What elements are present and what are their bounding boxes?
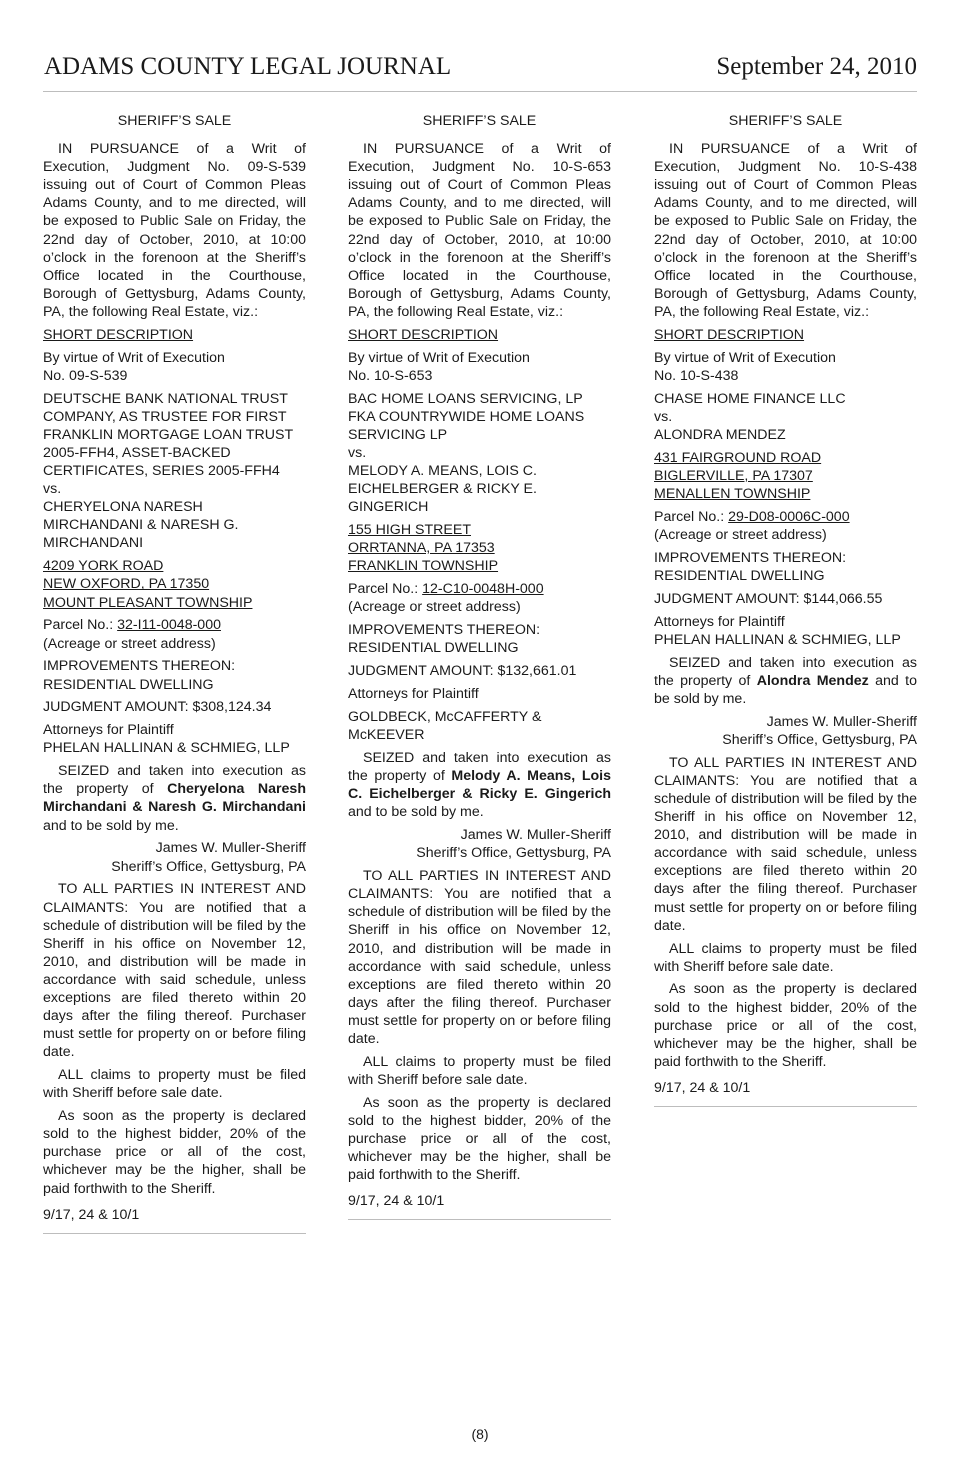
publication-dates: 9/17, 24 & 10/1 <box>654 1079 917 1107</box>
seized-paragraph <box>43 762 306 834</box>
notice-column-3 <box>654 110 917 1107</box>
sheriff-name: James W. Muller-Sheriff <box>460 827 611 844</box>
defendant-name: CHERYELONA NARESH MIRCHANDANI & NARESH G. MIRCHANDANI <box>43 499 239 552</box>
address-street: 4209 YORK ROAD <box>43 558 164 575</box>
improvements-block <box>348 621 611 657</box>
attorneys-name: PHELAN HALLINAN & SCHMIEG, LLP <box>654 631 901 648</box>
bid-paragraph: As soon as the property is declared sold to the highest bidder, 20% of the purchase price or all of the cost, whichever may be the higher, shall be paid forthwith to the Sheriff. <box>654 981 917 1070</box>
improvements-label: IMPROVEMENTS THEREON: <box>654 549 847 566</box>
journal-title: ADAMS COUNTY LEGAL JOURNAL <box>44 53 452 80</box>
notice-title: SHERIFF’S SALE <box>422 113 537 129</box>
pursuance-paragraph: IN PURSUANCE of a Writ of Execution, Judgment No. 10-S-438 issuing out of Court of Common Pleas Adams County, and to me directed, will be exposed to Public Sale on Friday, the 22nd day of October, 2010, at 10:00 o’clock in the forenoon at the Sheriff’s Office located in the Courthouse, Borough of Gettysburg, Adams County, PA, the following Real Estate, viz.: <box>654 141 917 320</box>
publication-dates: 9/17, 24 & 10/1 <box>43 1206 306 1234</box>
page-header <box>43 52 917 92</box>
attorneys-label: Attorneys for Plaintiff <box>348 686 479 703</box>
short-description-heading: SHORT DESCRIPTION <box>43 326 194 343</box>
sheriff-name: James W. Muller-Sheriff <box>155 840 306 857</box>
notice-column-1 <box>43 110 306 1234</box>
seized-text: SEIZED and taken into execution as the property of <box>43 763 306 798</box>
attorneys-block <box>654 613 917 649</box>
seized-owner: Melody A. Means, Lois C. Eichelberger & Ricky E. Gingerich <box>348 768 611 803</box>
sheriff-signature <box>348 826 611 862</box>
parcel-block <box>348 580 611 616</box>
seized-text-end: and to be sold by me. <box>654 672 917 707</box>
acreage-note: (Acreage or street address) <box>654 526 827 543</box>
attorneys-label: Attorneys for Plaintiff <box>654 613 785 630</box>
page-number: (8) <box>471 1426 489 1442</box>
address-city: NEW OXFORD, PA 17350 <box>43 576 210 593</box>
writ-number: No. 10-S-653 <box>348 367 433 384</box>
seized-owner: Cheryelona Naresh Mirchandani & Naresh G. Mirchandani <box>43 781 306 816</box>
seized-text-end: and to be sold by me. <box>43 817 179 834</box>
parcel-block <box>43 616 306 652</box>
improvements-value: RESIDENTIAL DWELLING <box>43 676 214 693</box>
parties-block <box>348 390 611 517</box>
address-city: ORRTANNA, PA 17353 <box>348 540 495 557</box>
parcel-number: 12-C10-0048H-000 <box>422 581 544 598</box>
pursuance-paragraph: IN PURSUANCE of a Writ of Execution, Judgment No. 09-S-539 issuing out of Court of Common Pleas Adams County, and to me directed, will be exposed to Public Sale on Friday, the 22nd day of October, 2010, at 10:00 o’clock in the forenoon at the Sheriff’s Office located in the Courthouse, Borough of Gettysburg, Adams County, PA, the following Real Estate, viz.: <box>43 141 306 320</box>
notice-title: SHERIFF’S SALE <box>728 113 843 129</box>
judgment-amount: JUDGMENT AMOUNT: $132,661.01 <box>348 663 577 680</box>
plaintiff-name: DEUTSCHE BANK NATIONAL TRUST COMPANY, AS TRUSTEE FOR FIRST FRANKLIN MORTGAGE LOAN TRUST 2005-FFH4, ASSET-BACKED CERTIFICATES, SERIES 2005-FFH4 <box>43 390 293 480</box>
sheriff-office: Sheriff’s Office, Gettysburg, PA <box>416 845 611 862</box>
writ-line: By virtue of Writ of Execution <box>43 349 225 366</box>
attorneys-label: Attorneys for Plaintiff <box>43 722 174 739</box>
pursuance-paragraph: IN PURSUANCE of a Writ of Execution, Judgment No. 10-S-653 issuing out of Court of Common Pleas Adams County, and to me directed, will be exposed to Public Sale on Friday, the 22nd day of October, 2010, at 10:00 o’clock in the forenoon at the Sheriff’s Office located in the Courthouse, Borough of Gettysburg, Adams County, PA, the following Real Estate, viz.: <box>348 141 611 320</box>
bid-paragraph: As soon as the property is declared sold to the highest bidder, 20% of the purchase price or all of the cost, whichever may be the higher, shall be paid forthwith to the Sheriff. <box>43 1108 306 1197</box>
notice-title: SHERIFF’S SALE <box>117 113 232 129</box>
improvements-block <box>654 549 917 585</box>
publication-dates: 9/17, 24 & 10/1 <box>348 1192 611 1220</box>
seized-paragraph <box>348 749 611 821</box>
seized-owner: Alondra Mendez <box>756 672 869 689</box>
writ-block <box>654 349 917 385</box>
judgment-amount: JUDGMENT AMOUNT: $308,124.34 <box>43 699 272 716</box>
claims-paragraph: ALL claims to property must be filed with Sheriff before sale date. <box>43 1067 306 1102</box>
versus-label: vs. <box>654 408 673 425</box>
plaintiff-name: BAC HOME LOANS SERVICING, LP FKA COUNTRYWIDE HOME LOANS SERVICING LP <box>348 390 585 443</box>
acreage-note: (Acreage or street address) <box>348 599 521 616</box>
defendant-name: ALONDRA MENDEZ <box>654 426 786 443</box>
writ-line: By virtue of Writ of Execution <box>654 349 836 366</box>
short-description-heading: SHORT DESCRIPTION <box>654 326 805 343</box>
sheriff-signature <box>43 839 306 875</box>
address-city: BIGLERVILLE, PA 17307 <box>654 467 813 484</box>
defendant-name: MELODY A. MEANS, LOIS C. EICHELBERGER & RICKY E. GINGERICH <box>348 463 537 516</box>
improvements-label: IMPROVEMENTS THEREON: <box>348 622 541 639</box>
attorneys-name: GOLDBECK, McCAFFERTY & McKEEVER <box>348 708 542 744</box>
distribution-paragraph: TO ALL PARTIES IN INTEREST AND CLAIMANTS: You are notified that a schedule of distribution will be filed by the Sheriff in his office on November 12, 2010, and distribution will be made in accordance with said schedule, unless exceptions are filed thereto within 20 days after the filing thereof. Purchaser must settle for property on or before filing date. <box>348 868 611 1047</box>
writ-block <box>43 349 306 385</box>
writ-line: By virtue of Writ of Execution <box>348 349 530 366</box>
plaintiff-name: CHASE HOME FINANCE LLC <box>654 390 846 407</box>
judgment-amount: JUDGMENT AMOUNT: $144,066.55 <box>654 590 883 607</box>
sheriff-signature <box>654 713 917 749</box>
writ-number: No. 09-S-539 <box>43 367 128 384</box>
bid-paragraph: As soon as the property is declared sold to the highest bidder, 20% of the purchase price or all of the cost, whichever may be the higher, shall be paid forthwith to the Sheriff. <box>348 1094 611 1184</box>
parcel-label: Parcel No.: <box>348 581 423 598</box>
writ-block <box>348 349 611 385</box>
acreage-note: (Acreage or street address) <box>43 635 216 652</box>
improvements-value: RESIDENTIAL DWELLING <box>348 640 519 657</box>
sheriff-office: Sheriff’s Office, Gettysburg, PA <box>722 731 917 748</box>
parties-block <box>654 390 917 444</box>
address-township: MENALLEN TOWNSHIP <box>654 485 811 502</box>
improvements-label: IMPROVEMENTS THEREON: <box>43 658 236 675</box>
improvements-value: RESIDENTIAL DWELLING <box>654 567 825 584</box>
improvements-block <box>43 657 306 693</box>
address-township: MOUNT PLEASANT TOWNSHIP <box>43 594 253 611</box>
attorneys-name: PHELAN HALLINAN & SCHMIEG, LLP <box>43 740 290 757</box>
address-street: 431 FAIRGROUND ROAD <box>654 449 822 466</box>
attorneys-block <box>43 721 306 757</box>
parcel-block <box>654 508 917 544</box>
property-address <box>348 521 611 575</box>
claims-paragraph: ALL claims to property must be filed with Sheriff before sale date. <box>654 940 917 975</box>
sheriff-office: Sheriff’s Office, Gettysburg, PA <box>111 858 306 875</box>
parcel-number: 29-D08-0006C-000 <box>728 508 850 525</box>
property-address <box>654 449 917 503</box>
seized-paragraph <box>654 654 917 708</box>
versus-label: vs. <box>43 481 62 498</box>
parcel-number: 32-I11-0048-000 <box>117 617 221 634</box>
address-street: 155 HIGH STREET <box>348 522 471 539</box>
distribution-paragraph: TO ALL PARTIES IN INTEREST AND CLAIMANTS: You are notified that a schedule of distribution will be filed by the Sheriff in his office on November 12, 2010, and distribution will be made in accordance with said schedule, unless exceptions are filed thereto within 20 days after the filing thereof. Purchaser must settle for property on or before filing date. <box>43 881 306 1061</box>
short-description-heading: SHORT DESCRIPTION <box>348 326 499 343</box>
address-township: FRANKLIN TOWNSHIP <box>348 558 499 575</box>
seized-text: SEIZED and taken into execution as the property of <box>654 654 917 689</box>
versus-label: vs. <box>348 444 367 461</box>
property-address <box>43 557 306 611</box>
parcel-label: Parcel No.: <box>654 508 729 525</box>
claims-paragraph: ALL claims to property must be filed with Sheriff before sale date. <box>348 1053 611 1088</box>
issue-date: September 24, 2010 <box>716 53 917 80</box>
parties-block <box>43 390 306 553</box>
sheriff-name: James W. Muller-Sheriff <box>766 713 917 730</box>
seized-text-end: and to be sold by me. <box>348 804 484 821</box>
writ-number: No. 10-S-438 <box>654 367 739 384</box>
distribution-paragraph: TO ALL PARTIES IN INTEREST AND CLAIMANTS: You are notified that a schedule of distribution will be filed by the Sheriff in his office on November 12, 2010, and distribution will be made in accordance with said schedule, unless exceptions are filed thereto within 20 days after the filing thereof. Purchaser must settle for property on or before filing date. <box>654 754 917 934</box>
notice-column-2 <box>348 110 611 1220</box>
parcel-label: Parcel No.: <box>43 617 118 634</box>
seized-text: SEIZED and taken into execution as the property of <box>348 749 611 785</box>
